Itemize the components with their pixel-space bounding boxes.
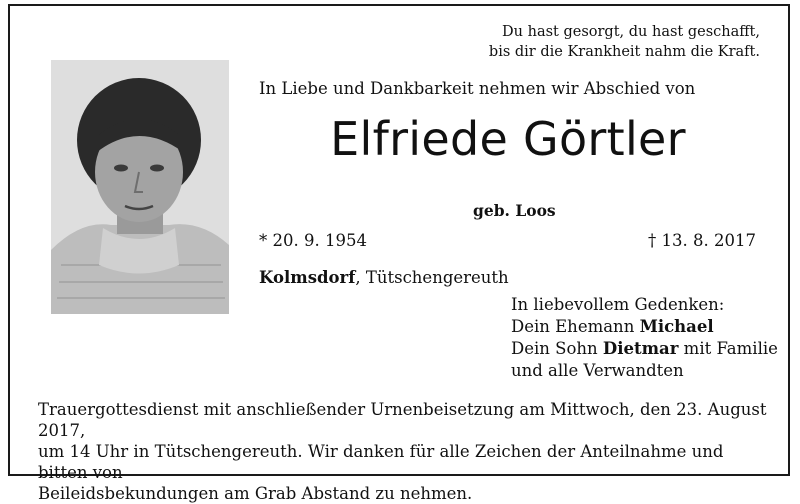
portrait-photo	[51, 60, 229, 314]
motto-line: bis dir die Krankheit nahm die Kraft.	[488, 44, 760, 60]
motto-verse	[489, 22, 760, 62]
mourners-heading: In liebevollem Gedenken:	[511, 295, 725, 314]
death-date: † 13. 8. 2017	[648, 231, 756, 250]
residence	[259, 268, 509, 287]
mourner-suffix: mit Familie	[678, 339, 778, 358]
mourner-name: Dietmar	[602, 339, 679, 358]
residence-town: Kolmsdorf	[259, 268, 356, 287]
mourner-relation: Dein Sohn	[511, 339, 603, 358]
intro-text: In Liebe und Dankbarkeit nehmen wir Abschied von	[259, 79, 696, 98]
mourner-son	[511, 338, 778, 360]
motto-line: Du hast gesorgt, du hast geschafft,	[502, 24, 760, 40]
service-announcement	[38, 399, 768, 504]
service-line: um 14 Uhr in Tütschengereuth. Wir danken für alle Zeichen der Anteilnahme und bitten von	[38, 442, 724, 482]
deceased-name: Elfriede Görtler	[330, 112, 686, 166]
residence-district: , Tütschengereuth	[355, 268, 509, 287]
mourners-block	[511, 294, 778, 382]
mourner-name: Michael	[639, 317, 714, 336]
maiden-name: geb. Loos	[473, 201, 556, 220]
birth-date: * 20. 9. 1954	[259, 231, 367, 250]
mourner-husband	[511, 316, 778, 338]
mourner-relatives: und alle Verwandten	[511, 361, 684, 380]
service-line: Beileidsbekundungen am Grab Abstand zu nehmen.	[38, 484, 473, 503]
mourner-relation: Dein Ehemann	[511, 317, 640, 336]
service-line: Trauergottesdienst mit anschließender Urnenbeisetzung am Mittwoch, den 23. August 2017,	[38, 400, 767, 440]
